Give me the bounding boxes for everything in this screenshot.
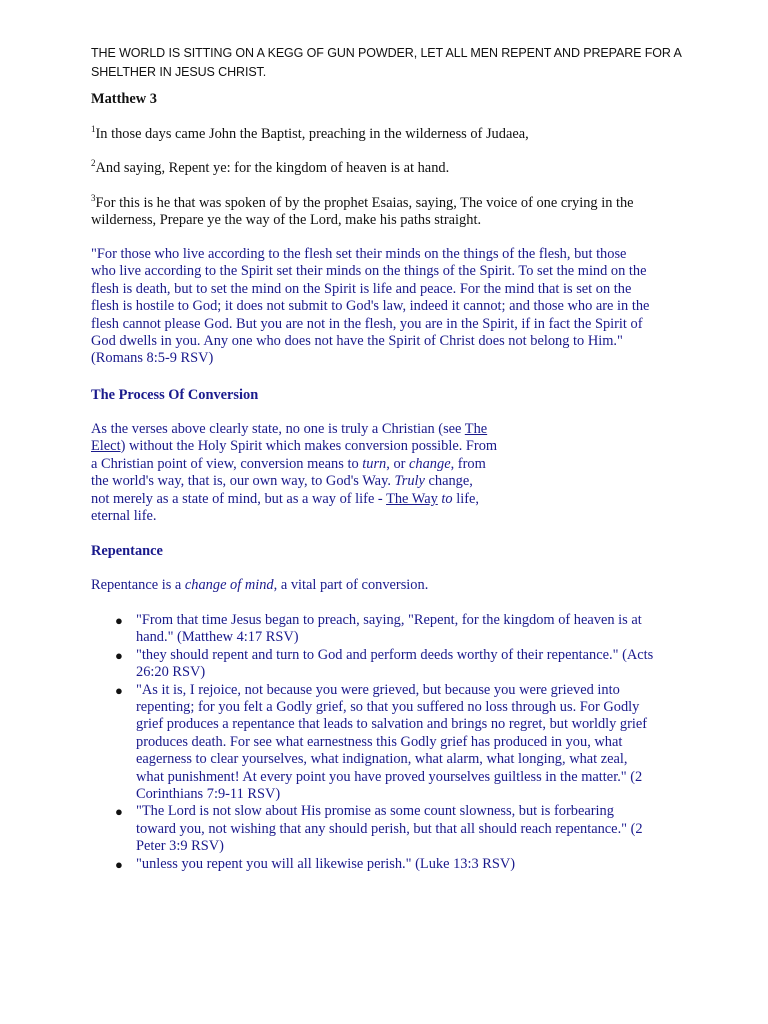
- list-item-line: Peter 3:9 RSV): [136, 838, 224, 855]
- bullet-icon: ●: [115, 682, 123, 698]
- verse-3: [91, 195, 711, 230]
- to-emphasis: to: [441, 490, 453, 507]
- list-item-line: repenting; for you felt a Godly grief, so that you suffered no loss through us. For Godly: [136, 699, 640, 716]
- list-item: [112, 803, 682, 855]
- romans-line: God dwells in you. Any one who does not have the Spirit of Christ does not belong to Him.": [91, 333, 623, 350]
- list-item-line: "The Lord is not slow about His promise as some count slowness, but is forbearing: [136, 803, 614, 820]
- list-item: [112, 647, 682, 682]
- repentance-intro: [91, 577, 691, 594]
- list-item-line: grief produces a repentance that leads to salvation and brings no regret, but worldly grief: [136, 716, 648, 733]
- bullet-icon: ●: [115, 856, 123, 872]
- conversion-text: life,: [452, 490, 479, 507]
- romans-line: (Romans 8:5-9 RSV): [91, 350, 214, 367]
- conversion-text: As the verses above clearly state, no one is truly a Christian (see: [91, 421, 465, 437]
- the-way-link[interactable]: The Way: [386, 490, 438, 507]
- verse-2-number: 2: [91, 158, 96, 169]
- bullet-icon: ●: [115, 647, 123, 663]
- conversion-paragraph: [91, 421, 531, 525]
- change-emphasis: change: [409, 455, 451, 472]
- conversion-heading: The Process Of Conversion: [91, 387, 259, 403]
- conversion-text: a Christian point of view, conversion means to: [91, 455, 363, 472]
- bullet-icon: ●: [115, 613, 123, 628]
- romans-line: flesh is death, but to set the mind on the Spirit is life and peace. For the mind that is set on the: [91, 280, 632, 297]
- conversion-text: eternal life.: [91, 508, 157, 525]
- list-item: [112, 682, 682, 804]
- romans-line: "For those who live according to the flesh set their minds on the things of the flesh, but those: [91, 246, 627, 262]
- conversion-text: ) without the Holy Spirit which makes conversion possible. From: [120, 438, 498, 455]
- list-item-line: Corinthians 7:9-11 RSV): [136, 786, 281, 803]
- list-item-line: "they should repent and turn to God and perform deeds worthy of their repentance." (Acts: [136, 646, 654, 663]
- intro-text: Repentance is a: [91, 577, 185, 593]
- list-item-line: hand." (Matthew 4:17 RSV): [136, 629, 299, 646]
- list-item-line: 26:20 RSV): [136, 664, 206, 681]
- list-item-line: produces death. For see what earnestness this Godly grief has produced in you, what: [136, 733, 623, 750]
- romans-line: flesh cannot please God. But you are not in the flesh, you are in the Spirit, if in fact the Spirit of: [91, 315, 643, 332]
- banner-title: [91, 44, 691, 82]
- list-item-line: "unless you repent you will all likewise perish." (Luke 13:3 RSV): [136, 855, 516, 872]
- intro-text: , a vital part of conversion.: [273, 577, 429, 593]
- verse-3-number: 3: [91, 193, 96, 204]
- romans-line: flesh is hostile to God; it does not submit to God's law, indeed it cannot; and those who are in the: [91, 298, 650, 315]
- verse-1: [91, 126, 711, 143]
- truly-emphasis: Truly: [394, 473, 425, 490]
- verse-3-line-1: For this is he that was spoken of by the prophet Esaias, saying, The voice of one crying in the: [95, 195, 634, 211]
- list-item-line: toward you, not wishing that any should perish, but that all should reach repentance." (2: [136, 820, 643, 837]
- banner-line-2: SHELTHER IN JESUS CHRIST.: [91, 65, 267, 79]
- list-item-line: "As it is, I rejoice, not because you were grieved, but because you were grieved into: [136, 681, 620, 698]
- list-item-line: "From that time Jesus began to preach, saying, "Repent, for the kingdom of heaven is at: [136, 612, 642, 628]
- verse-1-text: In those days came John the Baptist, preaching in the wilderness of Judaea,: [95, 126, 529, 142]
- banner-line-1: THE WORLD IS SITTING ON A KEGG OF GUN POWDER, LET ALL MEN REPENT AND PREPARE FOR A: [91, 46, 682, 60]
- conversion-text: , or: [386, 455, 410, 472]
- conversion-text: change,: [424, 473, 473, 490]
- scripture-list: [112, 612, 682, 873]
- romans-line: who live according to the Spirit set their minds on the things of the Spirit. To set the mind on the: [91, 263, 647, 280]
- matthew-heading: Matthew 3: [91, 91, 157, 107]
- list-item: [112, 856, 682, 873]
- list-item-line: what punishment! At every point you have proved yourselves guiltless in the matter." (2: [136, 768, 643, 785]
- repentance-heading: Repentance: [91, 543, 163, 559]
- verse-2-text: And saying, Repent ye: for the kingdom of heaven is at hand.: [95, 160, 450, 176]
- turn-emphasis: turn: [362, 455, 387, 472]
- bullet-icon: ●: [115, 804, 123, 820]
- conversion-text: , from: [450, 455, 486, 472]
- verse-3-line-2: wilderness, Prepare ye the way of the Lord, make his paths straight.: [91, 212, 482, 229]
- conversion-text: the world's way, that is, our own way, to God's Way.: [91, 473, 395, 490]
- the-elect-link-cont[interactable]: Elect: [91, 438, 121, 455]
- change-of-mind-emphasis: change of mind: [184, 577, 274, 593]
- conversion-text: not merely as a state of mind, but as a way of life -: [91, 490, 387, 507]
- list-item: [112, 612, 682, 647]
- romans-quote: [91, 246, 711, 368]
- verse-2: [91, 160, 711, 177]
- list-item-line: eagerness to clear yourselves, what indignation, what alarm, what longing, what zeal,: [136, 751, 628, 768]
- verse-1-number: 1: [91, 124, 96, 135]
- the-elect-link[interactable]: The: [464, 421, 488, 437]
